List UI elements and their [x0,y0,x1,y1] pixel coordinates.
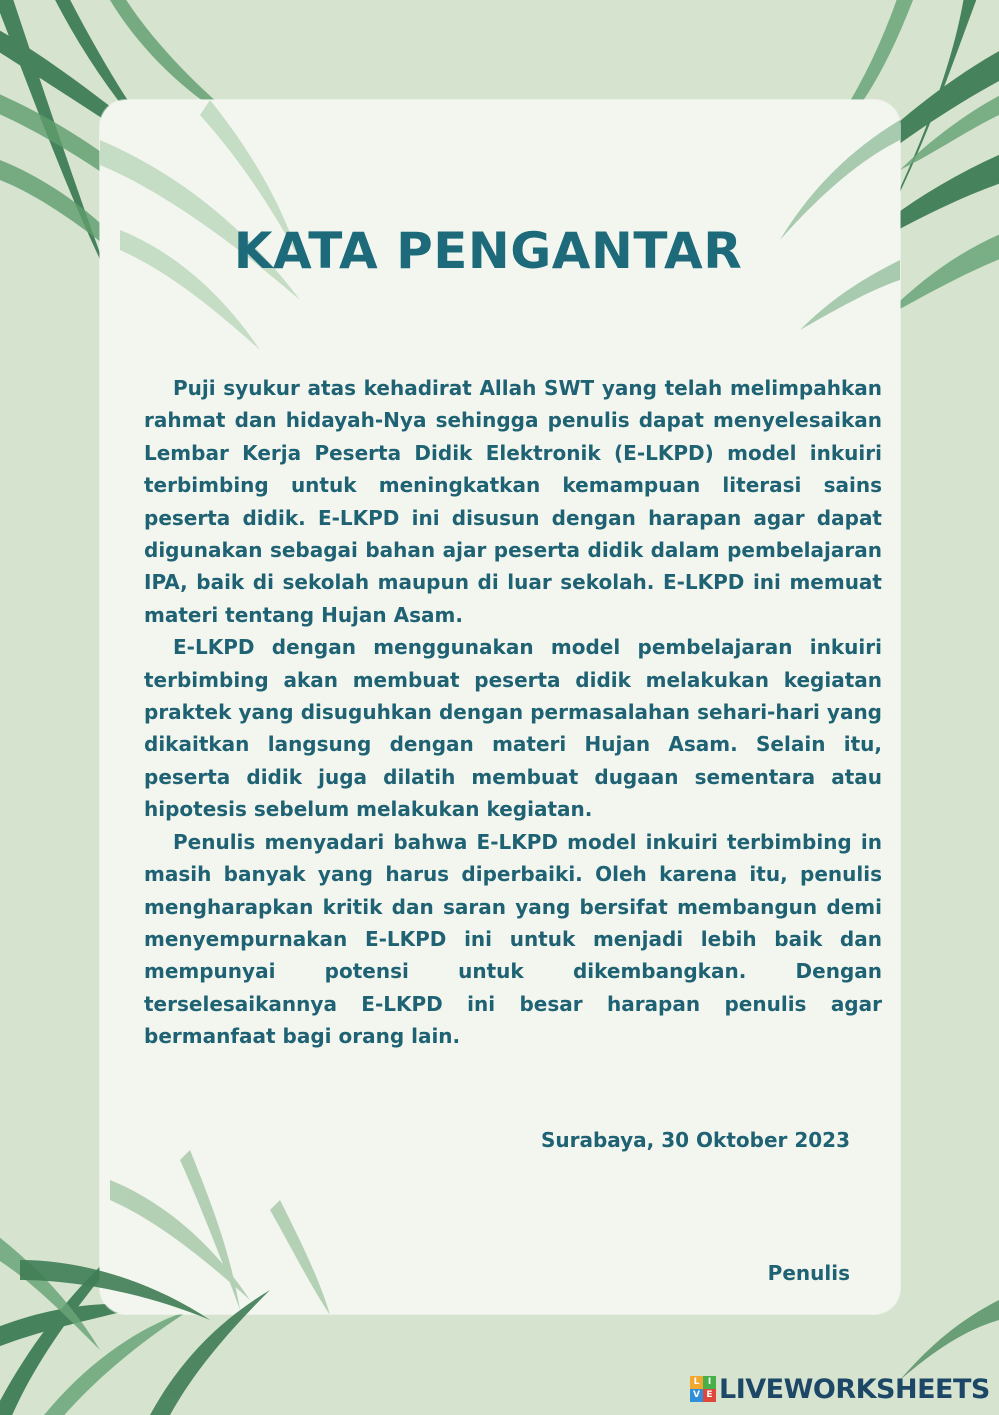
brand-name: LIVEWORKSHEETS [719,1373,990,1405]
paragraph-1: Puji syukur atas kehadirat Allah SWT yang telah melimpahkan rahmat dan hidayah-Nya sehingga penulis dapat menyelesaikan Lembar Kerja Peserta Didik Elektronik (E-LKPD) model inkuiri terbimbing untuk meningkatkan kemampuan literasi sains peserta didik. E-LKPD ini disusun dengan harapan agar dapat digunakan sebagai bahan ajar peserta didik dalam pembelajaran IPA, baik di sekolah maupun di luar sekolah. E-LKPD ini memuat materi tentang Hujan Asam. [144,376,882,627]
body-text [144,372,882,1053]
page-title: KATA PENGANTAR [233,222,743,280]
logo-letter: V [690,1389,703,1402]
logo-letter: I [703,1376,716,1389]
place-date: Surabaya, 30 Oktober 2023 [540,1128,850,1152]
logo-letter: L [690,1376,703,1389]
liveworksheets-logo-icon [690,1376,716,1402]
logo-letter: E [703,1389,716,1402]
paragraph-3: Penulis menyadari bahwa E-LKPD model inkuiri terbimbing in masih banyak yang harus diperbaiki. Oleh karena itu, penulis mengharapkan kritik dan saran yang bersifat membangun demi menyempurnakan E-LKPD ini untuk menjadi lebih baik dan mempunyai potensi untuk dikembangkan. Dengan terselesaikannya E-LKPD ini besar harapan penulis agar bermanfaat bagi orang lain. [144,829,882,1049]
liveworksheets-brand [690,1372,990,1406]
paragraph-2: E-LKPD dengan menggunakan model pembelajaran inkuiri terbimbing akan membuat peserta didik melakukan kegiatan praktek yang disuguhkan dengan permasalahan sehari-hari yang dikaitkan langsung dengan materi Hujan Asam. Selain itu, peserta didik juga dilatih membuat dugaan sementara atau hipotesis sebelum melakukan kegiatan. [144,635,882,822]
author-signature: Penulis [767,1261,850,1285]
